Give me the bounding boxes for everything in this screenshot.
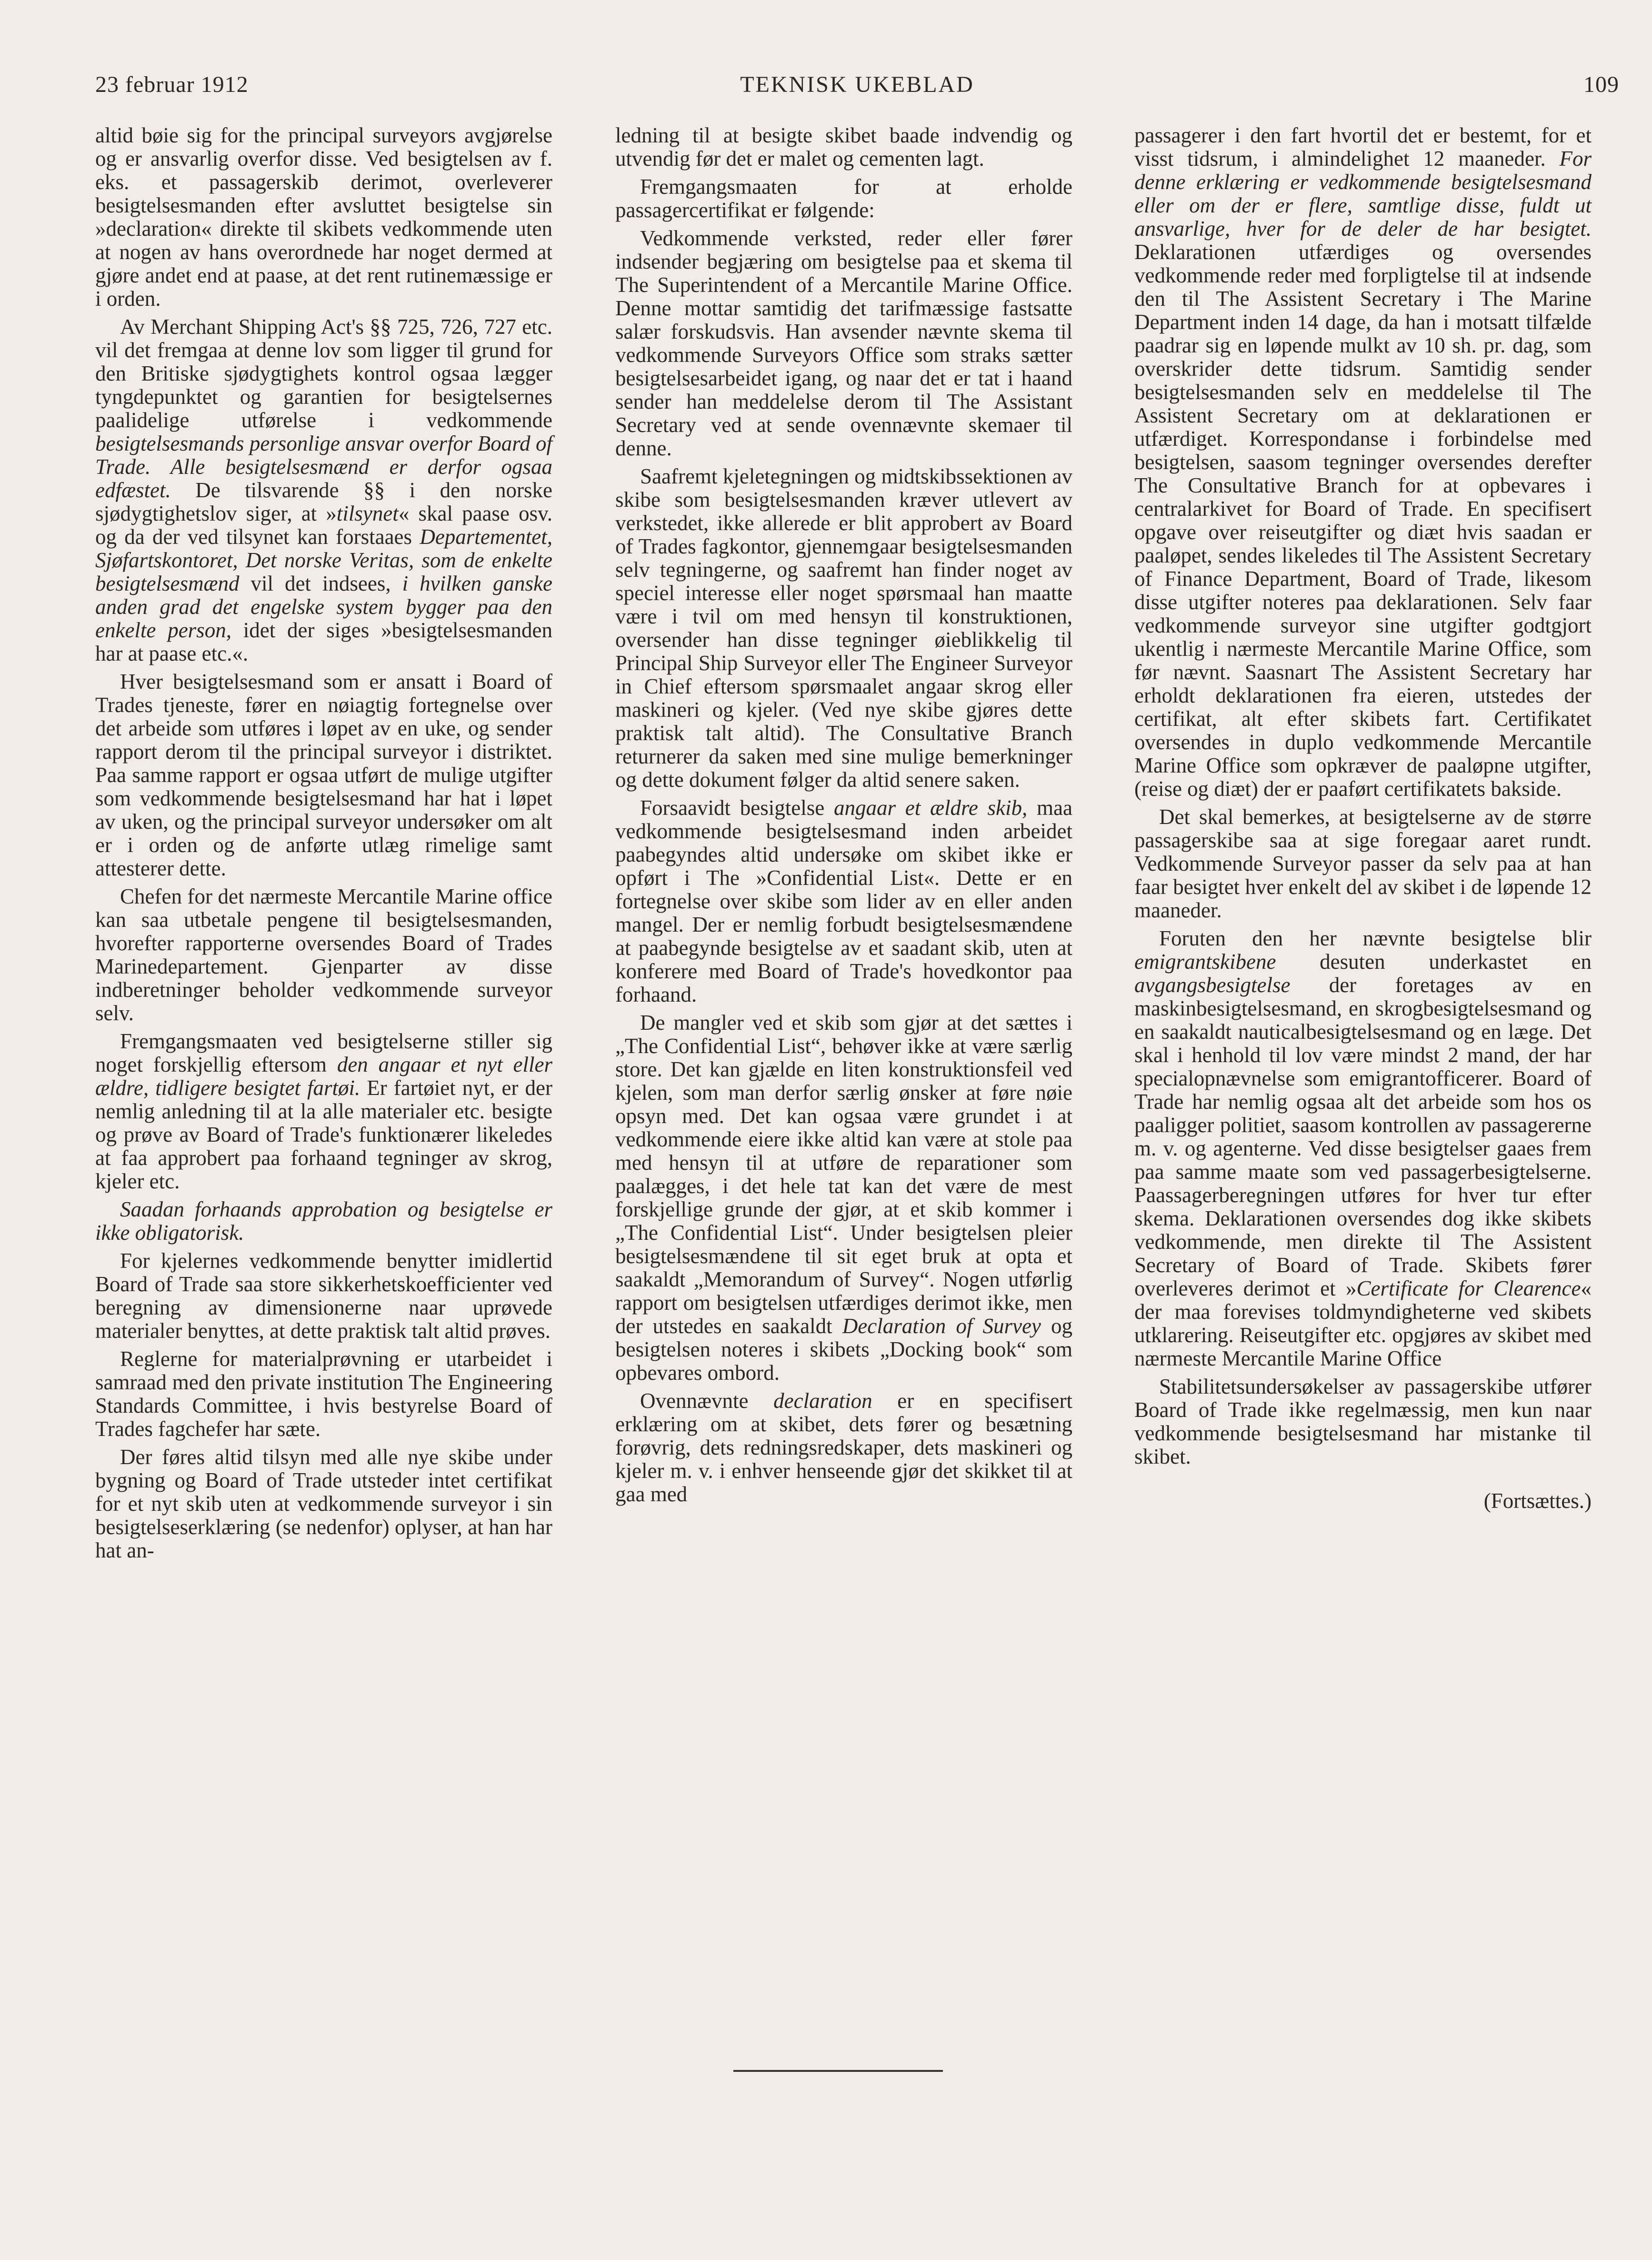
paragraph: Det skal bemerkes, at besigtelserne av de større passagerskibe saa at sige foregaar aaret rundt. Vedkommende Surveyor passer da selv paa at han faar besigtet hver enkelt del av skibet i de løpende 12 maaneder. — [1134, 805, 1592, 922]
paragraph: For kjelernes vedkommende benytter imidlertid Board of Trade saa store sikkerhetskoefficienter ved beregning av dimensionerne naar uprøvede materialer benyttes, at dette praktisk talt altid prøves. — [95, 1249, 552, 1343]
text-column-2 — [615, 124, 1072, 1511]
journal-title: TEKNISK UKEBLAD — [740, 72, 974, 97]
end-rule — [733, 2070, 943, 2072]
paragraph: Vedkommende verksted, reder eller fører indsender begjæring om besigtelse paa et skema til The Superintendent of a Mercantile Marine Office. Denne mottar samtidig det tarifmæssige fastsatte salær forskudsvis. Han avsender nævnte skema til vedkommende Surveyors Office som straks sætter besigtelsesarbeidet igang, og naar det er tat i haand sender han meddelelse derom til The Assistant Secretary ved at sende ovennævnte skemaer til denne. — [615, 226, 1072, 460]
paragraph: ledning til at besigte skibet baade indvendig og utvendig før det er malet og cementen lagt. — [615, 123, 1072, 171]
continuation-note: (Fortsættes.) — [1483, 1489, 1592, 1513]
paragraph: passagerer i den fart hvortil det er bestemt, for et visst tidsrum, i almindelighet 12 maaneder. For denne erklæring er vedkommende besigtelsesmand eller om der er flere, samtlige disse, fuldt ut ansvarlige, hver for de deler de har besigtet. Deklarationen utfærdiges og oversendes vedkommende reder med forpligtelse til at indsende den til The Assistent Secretary i The Marine Department inden 14 dage, da han i motsatt tilfælde paadrar sig en løpende mulkt av 10 sh. pr. dag, som overskrider dette tidsrum. Samtidig sender besigtelsesmanden selv en meddelelse til The Assistent Secretary om at deklarationen er utfærdiget. Korrespondanse i forbindelse med besigtelsen, saasom tegninger oversendes derefter The Consultative Branch for at opbevares i centralarkivet for Board of Trade. En specifisert opgave over reiseutgifter og diæt hvis saadan er paaløpet, sendes likeledes til The Assistent Secretary of Finance Department, Board of Trade, likesom disse utgifter noteres paa deklarationen. Selv faar vedkommende surveyor sine utgifter godtgjort ukentlig i nærmeste Mercantile Marine Office, som før nævnt. Saasnart The Assistent Secretary har erholdt deklarationen fra eieren, utstedes der certifikat, alt efter skibets fart. Certifikatet oversendes in duplo vedkommende Mercantile Marine Office som opkræver de paaløpne utgifter, (reise og diæt) der er paaført certifikatets bakside. — [1134, 123, 1592, 801]
page-header — [95, 71, 1619, 105]
paragraph: altid bøie sig for the principal surveyors avgjørelse og er ansvarlig overfor disse. Ved besigtelsen av f. eks. et passagerskib derimot, overleverer besigtelsesmanden efter avsluttet besigtelse sin »declaration« direkte til skibets vedkommende uten at nogen av hans overordnede har noget dermed at gjøre andet end at paase, at det rent rutinemæssige er i orden. — [95, 123, 552, 311]
paragraph: Saadan forhaands approbation og besigtelse er ikke obligatorisk. — [95, 1197, 552, 1245]
page-number: 109 — [1583, 72, 1619, 97]
paragraph: Fremgangsmaaten ved besigtelserne stiller sig noget forskjellig eftersom den angaar et nyt eller ældre, tidligere besigtet fartøi. Er fartøiet nyt, er der nemlig anledning til at la alle materialer etc. besigte og prøve av Board of Trade's funktionærer likeledes at faa approbert paa forhaand tegninger av skrog, kjeler etc. — [95, 1029, 552, 1193]
text-column-3 — [1134, 124, 1592, 1517]
paragraph: Hver besigtelsesmand som er ansatt i Board of Trades tjeneste, fører en nøiagtig fortegnelse over det arbeide som utføres i løpet av en uke, og sender rapport derom til the principal surveyor i distriktet. Paa samme rapport er ogsaa utført de mulige utgifter som vedkommende besigtelsesmand har hat i løpet av uken, og the principal surveyor undersøker om alt er i orden og de anførte utlæg rimelige samt attesterer dette. — [95, 670, 552, 880]
issue-date: 23 februar 1912 — [95, 72, 249, 97]
paragraph: Stabilitetsundersøkelser av passagerskibe utfører Board of Trade ikke regelmæssig, men kun naar vedkommende besigtelsesmand har mistanke til skibet. — [1134, 1375, 1592, 1468]
paragraph: Saafremt kjeletegningen og midtskibssektionen av skibe som besigtelsesmanden kræver utlevert av verkstedet, ikke allerede er blit approbert av Board of Trades fagkontor, gjennemgaar besigtelsesmanden selv tegningerne, og saafremt han finder noget av speciel interesse eller noget spørsmaal han maatte være i tvil om med hensyn til konstruktionen, oversender han disse tegninger øieblikkelig til Principal Ship Surveyor eller The Engineer Surveyor in Chief eftersom spørsmaalet angaar skrog eller maskineri og kjeler. (Ved nye skibe gjøres dette praktisk talt altid). The Consultative Branch returnerer da saken med sine mulige bemerkninger og dette dokument følger da altid senere saken. — [615, 464, 1072, 792]
paragraph: Foruten den her nævnte besigtelse blir emigrantskibene desuten underkastet en avgangsbesigtelse der foretages av en maskinbesigtelsesmand, en skrogbesigtelsesmand og en saakaldt nauticalbesigtelsesmand og en læge. Det skal i henhold til lov være mindst 2 mand, der har specialopnævnelse som emigrantofficerer. Board of Trade har nemlig ogsaa alt det arbeide som hos os paaligger politiet, saasom kontrollen av passagererne m. v. og agenterne. Ved disse besigtelser gaaes frem paa samme maate som ved passagerbesigtelserne. Paassagerberegningen utføres for hver tur efter skema. Deklarationen oversendes dog ikke skibets vedkommende, men direkte til The Assistent Secretary of Board of Trade. Skibets fører overleveres derimot et »Certificate for Clearence« der maa forevises toldmyndigheterne ved skibets utklarering. Reiseutgifter etc. opgjøres av skibet med nærmeste Mercantile Marine Office — [1134, 926, 1592, 1370]
paragraph: Fremgangsmaaten for at erholde passagercertifikat er følgende: — [615, 175, 1072, 222]
paragraph: Forsaavidt besigtelse angaar et ældre skib, maa vedkommende besigtelsesmand inden arbeidet paabegyndes altid undersøke om skibet ikke er opført i The »Confidential List«. Dette er en fortegnelse over skibe som lider av en eller anden mangel. Der er nemlig forbudt besigtelsesmændene at paabegynde besigtelse av et saadant skib, uten at konferere med Board of Trade's hovedkontor paa forhaand. — [615, 796, 1073, 1006]
text-column-1 — [95, 124, 552, 1567]
paragraph: Chefen for det nærmeste Mercantile Marine office kan saa utbetale pengene til besigtelsesmanden, hvorefter rapporterne oversendes Board of Trades Marinedepartement. Gjenparter av disse indberetninger beholder vedkommende surveyor selv. — [95, 884, 552, 1025]
paragraph: Der føres altid tilsyn med alle nye skibe under bygning og Board of Trade utsteder intet certifikat for et nyt skib uten at vedkommende surveyor i sin besigtelseserklæring (se nedenfor) oplyser, at han har hat an- — [95, 1445, 552, 1562]
paragraph: Reglerne for materialprøvning er utarbeidet i samraad med den private institution The Engineering Standards Committee, i hvis bestyrelse Board of Trades fagchefer har sæte. — [95, 1347, 552, 1441]
paragraph: De mangler ved et skib som gjør at det sættes i „The Confidential List“, behøver ikke at være særlig store. Det kan gjælde en liten konstruktionsfeil ved kjelen, som man derfor særlig ønsker at føre nøie opsyn med. Det kan ogsaa være grundet i at vedkommende eiere ikke altid kan være at stole paa med hensyn til at utføre de reparationer som paalægges, i det hele tat kan det være de mest forskjellige grunde der gjør, at et skib kommer i „The Confidential List“. Under besigtelsen pleier besigtelsesmændene til sit eget bruk at opta et saakaldt „Memorandum of Survey“. Nogen utførlig rapport om besigtelsen utfærdiges derimot ikke, men der utstedes en saakaldt Declaration of Survey og besigtelsen noteres i skibets „Docking book“ som opbevares ombord. — [615, 1011, 1073, 1385]
paragraph: Av Merchant Shipping Act's §§ 725, 726, 727 etc. vil det fremgaa at denne lov som ligger til grund for den Britiske sjødygtighets kontrol ogsaa lægger tyngdepunktet og garantien for besigtelsernes paalidelige utførelse i vedkommende besigtelsesmands personlige ansvar overfor Board of Trade. Alle besigtelsesmænd er derfor ogsaa edfæstet. De tilsvarende §§ i den norske sjødygtighetslov siger, at »tilsynet« skal paase osv. og da der ved tilsynet kan forstaaes Departementet, Sjøfartskontoret, Det norske Veritas, som de enkelte besigtelsesmænd vil det indsees, i hvilken ganske anden grad det engelske system bygger paa den enkelte person, idet der siges »besigtelsesmanden har at paase etc.«. — [95, 315, 552, 665]
paragraph: Ovennævnte declaration er en specifisert erklæring om at skibet, dets fører og besætning forøvrig, dets redningsredskaper, dets maskineri og kjeler m. v. i enhver henseende gjør det skikket til at gaa med — [615, 1389, 1072, 1506]
